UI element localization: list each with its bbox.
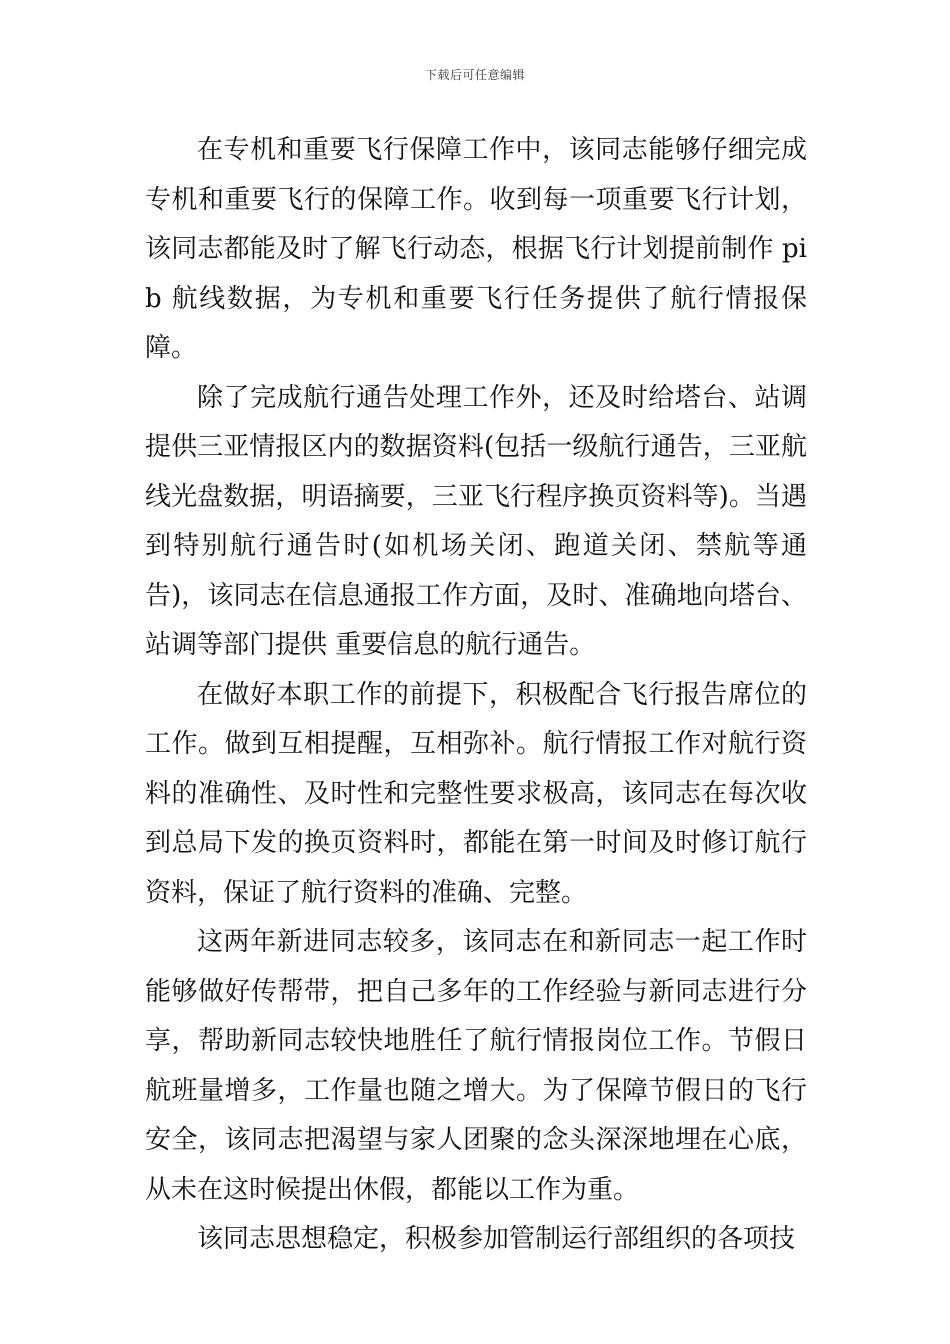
paragraph-4: 这两年新进同志较多，该同志在和新同志一起工作时能够做好传帮带，把自己多年的工作经验与新同志进行分享，帮助新同志较快地胜任了航行情报岗位工作。节假日航班量增多，工作量也随之增大。为了保障节假日的飞行安全，该同志把渴望与家人团聚的念头深深地埋在心底，从未在这时候提出休假，都能以工作为重。: [145, 927, 807, 1205]
paragraph-1: 在专机和重要飞行保障工作中，该同志能够仔细完成专机和重要飞行的保障工作。收到每一项重要飞行计划，该同志都能及时了解飞行动态，根据飞行计划提前制作 pib 航线数据，为专机和重要飞行任务提供了航行情报保障。: [145, 135, 807, 363]
paragraph-3: 在做好本职工作的前提下，积极配合飞行报告席位的工作。做到互相提醒，互相弥补。航行情报工作对航行资料的准确性、及时性和完整性要求极高，该同志在每次收到总局下发的换页资料时，都能在第一时间及时修订航行资料，保证了航行资料的准确、完整。: [145, 679, 807, 908]
paragraph-2: 除了完成航行通告处理工作外，还及时给塔台、站调提供三亚情报区内的数据资料(包括一级航行通告，三亚航线光盘数据，明语摘要，三亚飞行程序换页资料等)。当遇到特别航行通告时(如机场关闭、跑道关闭、禁航等通告)，该同志在信息通报工作方面，及时、准确地向塔台、站调等部门提供 重要信息的航行通告。: [145, 382, 807, 660]
paragraph-5: 该同志思想稳定，积极参加管制运行部组织的各项技: [197, 1224, 796, 1254]
document-body: [145, 126, 807, 1265]
page-header: 下载后可任意编辑: [424, 68, 525, 82]
